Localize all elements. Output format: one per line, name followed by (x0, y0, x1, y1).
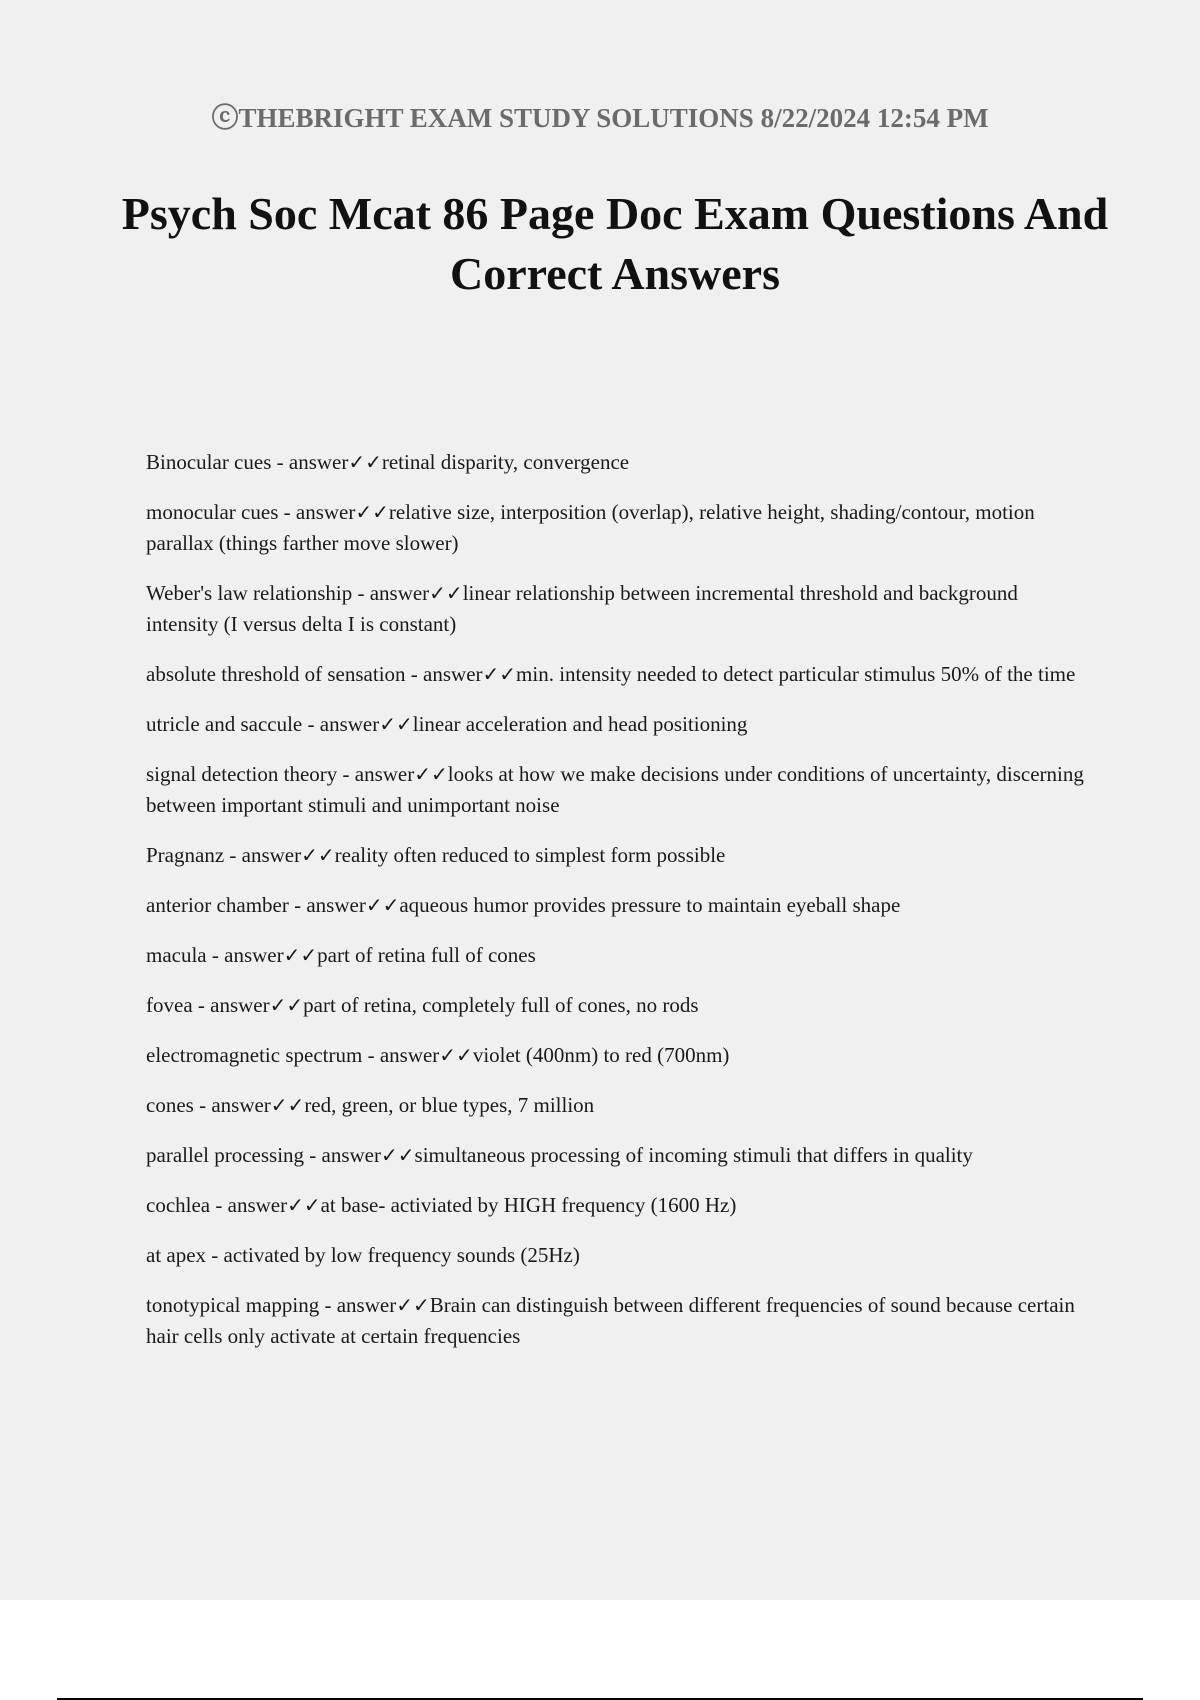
qa-answer: Brain can distinguish between different frequencies of sound because certain hair cells only activate at certain frequencies (146, 1293, 1075, 1348)
qa-item (146, 759, 1086, 821)
qa-answer: violet (400nm) to red (700nm) (472, 1043, 730, 1067)
qa-separator: - answer (224, 843, 302, 867)
qa-item (146, 578, 1086, 640)
qa-answer: simultaneous processing of incoming stimuli that differs in quality (414, 1143, 973, 1167)
qa-answer: looks at how we make decisions under conditions of uncertainty, discerning between important stimuli and unimportant noise (146, 762, 1084, 817)
qa-term: macula (146, 943, 207, 967)
qa-item (146, 1290, 1086, 1352)
qa-term: cochlea (146, 1193, 211, 1217)
qa-answer: at base- activiated by HIGH frequency (1600 Hz) (320, 1193, 737, 1217)
checkmark-icon: ✓✓ (283, 943, 318, 967)
document-header: ⓒTHEBRIGHT EXAM STUDY SOLUTIONS 8/22/2024 12:54 PM (211, 103, 989, 133)
qa-separator: - answer (304, 1143, 381, 1167)
qa-term: signal detection theory (146, 762, 338, 786)
qa-item (146, 1190, 1086, 1221)
qa-answer: linear relationship between incremental threshold and background intensity (I versus delta I is constant) (146, 581, 1018, 636)
checkmark-icon: ✓✓ (287, 1193, 321, 1217)
qa-separator: - answer (288, 893, 366, 917)
qa-answer: part of retina full of cones (317, 943, 536, 967)
qa-separator: - answer (278, 500, 356, 524)
checkmark-icon: ✓✓ (348, 450, 382, 474)
qa-item (146, 659, 1086, 690)
qa-answer: red, green, or blue types, 7 million (304, 1093, 595, 1117)
qa-term: Pragnanz (146, 843, 225, 867)
qa-term: utricle and saccule (146, 712, 303, 736)
qa-separator: - answer (193, 1093, 271, 1117)
qa-separator: - answer (352, 581, 430, 605)
qa-term: fovea (146, 993, 193, 1017)
document-title: Psych Soc Mcat 86 Page Doc Exam Questions And Correct Answers (121, 188, 1109, 299)
checkmark-icon: ✓✓ (355, 500, 389, 524)
checkmark-icon: ✓✓ (439, 1043, 473, 1067)
checkmark-icon: ✓✓ (381, 1143, 415, 1167)
qa-answer: relative size, interposition (overlap), relative height, shading/contour, motion parallax (things farther move slower) (146, 500, 1035, 555)
qa-answer: part of retina, completely full of cones, no rods (303, 993, 699, 1017)
checkmark-icon: ✓✓ (429, 581, 463, 605)
qa-term: absolute threshold of sensation (146, 662, 406, 686)
qa-term: anterior chamber (146, 893, 289, 917)
checkmark-icon: ✓✓ (365, 893, 400, 917)
qa-term: Binocular cues (146, 450, 272, 474)
qa-item (146, 1090, 1086, 1121)
qa-answer: reality often reduced to simplest form possible (334, 843, 726, 867)
qa-separator: - answer (271, 450, 349, 474)
qa-plain-line: at apex - activated by low frequency sounds (25Hz) (146, 1243, 580, 1267)
qa-term: tonotypical mapping (146, 1293, 320, 1317)
qa-separator: - answer (337, 762, 415, 786)
qa-separator: - answer (206, 943, 284, 967)
checkmark-icon: ✓✓ (301, 843, 335, 867)
qa-list (146, 447, 1086, 1371)
qa-answer: linear acceleration and head positioning (412, 712, 748, 736)
qa-separator: - answer (192, 993, 270, 1017)
qa-separator: - answer (319, 1293, 397, 1317)
qa-term: electromagnetic spectrum (146, 1043, 363, 1067)
qa-separator: - answer (405, 662, 483, 686)
qa-term: monocular cues (146, 500, 279, 524)
checkmark-icon: ✓✓ (396, 1293, 430, 1317)
qa-answer: aqueous humor provides pressure to maintain eyeball shape (399, 893, 901, 917)
qa-term: Weber's law relationship (146, 581, 353, 605)
qa-separator: - answer (362, 1043, 440, 1067)
qa-separator: - answer (302, 712, 380, 736)
qa-item (146, 709, 1086, 740)
qa-separator: - answer (210, 1193, 288, 1217)
qa-item (146, 840, 1086, 871)
qa-answer: retinal disparity, convergence (381, 450, 630, 474)
qa-item (146, 940, 1086, 971)
qa-item (146, 1040, 1086, 1071)
checkmark-icon: ✓✓ (379, 712, 413, 736)
qa-term: cones (146, 1093, 194, 1117)
checkmark-icon: ✓✓ (269, 993, 304, 1017)
qa-item (146, 497, 1086, 559)
qa-item (146, 447, 1086, 478)
qa-term: parallel processing (146, 1143, 305, 1167)
checkmark-icon: ✓✓ (482, 662, 517, 686)
checkmark-icon: ✓✓ (414, 762, 448, 786)
checkmark-icon: ✓✓ (270, 1093, 305, 1117)
qa-item (146, 990, 1086, 1021)
qa-item (146, 890, 1086, 921)
qa-answer: min. intensity needed to detect particular stimulus 50% of the time (516, 662, 1076, 686)
qa-item (146, 1140, 1086, 1171)
